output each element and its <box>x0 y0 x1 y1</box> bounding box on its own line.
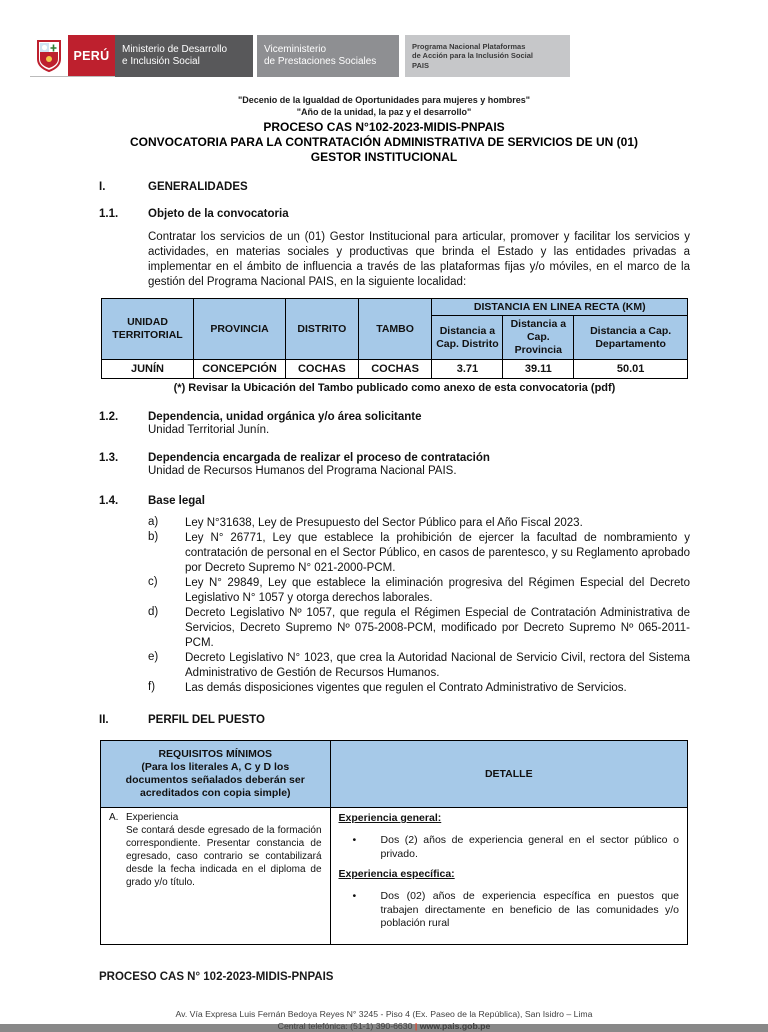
experiencia-general-bullet <box>353 834 679 861</box>
cell-dist-provincia: 39.11 <box>503 360 574 379</box>
experiencia-especifica-heading: Experiencia específica: <box>338 868 455 880</box>
cell-provincia: CONCEPCIÓN <box>194 360 286 379</box>
footer-address-line2 <box>0 1020 768 1032</box>
legal-item-e <box>148 651 690 681</box>
section-1-4-heading <box>99 495 690 507</box>
section-1-3-title: Dependencia encargada de realizar el proceso de contratación <box>148 452 490 464</box>
legal-item-f-text: Las demás disposiciones vigentes que regulen el Contrato Administrativo de Servicios. <box>185 682 627 694</box>
legal-item-d-letter: d) <box>148 606 159 618</box>
col-header-provincia: PROVINCIA <box>194 299 286 360</box>
requisito-a-body: Se contará desde egresado de la formación correspondiente. Presentar constancia de egresado, caso contrario se contabilizará desde la fecha indicada en el diploma de grado y/o título. <box>126 825 322 888</box>
experiencia-especifica-text: Dos (02) años de experiencia específica en puestos que trabajen directamente en beneficio de las comunidades y/o población rural <box>380 890 679 929</box>
program-line1: Programa Nacional Plataformas <box>412 41 526 51</box>
col-header-distrito: DISTRITO <box>286 299 359 360</box>
section-1-3-heading <box>99 452 690 464</box>
viceministry-line1: Viceministerio <box>264 44 327 55</box>
cell-tambo: COCHAS <box>358 360 432 379</box>
requisitos-header-line1: REQUISITOS MÍNIMOS <box>158 748 273 760</box>
process-title: PROCESO CAS N°102-2023-MIDIS-PNPAIS <box>263 120 505 134</box>
cell-unidad: JUNÍN <box>102 360 194 379</box>
location-table-data-row <box>102 360 688 379</box>
cell-dist-departamento: 50.01 <box>574 360 688 379</box>
section-2-heading <box>99 714 690 726</box>
section-1-title: GENERALIDADES <box>148 181 248 193</box>
section-1-4-title: Base legal <box>148 495 205 507</box>
ministry-line2: e Inclusión Social <box>122 56 200 67</box>
footer-address-line1: Av. Vía Expresa Luis Fernán Bedoya Reyes N° 3245 - Piso 4 (Ex. Paseo de la República), San Isidro – Lima <box>175 1008 593 1019</box>
col-header-distancia-span: DISTANCIA EN LINEA RECTA (KM) <box>432 299 688 316</box>
requisito-a-line <box>109 811 322 824</box>
call-title-line1: CONVOCATORIA PARA LA CONTRATACIÓN ADMINISTRATIVA DE SERVICIOS DE UN (01) <box>129 135 638 149</box>
requisitos-cell <box>101 808 331 945</box>
ministry-line1: Ministerio de Desarrollo <box>122 44 228 55</box>
cell-dist-distrito: 3.71 <box>432 360 503 379</box>
profile-table-data-row <box>101 808 688 945</box>
legal-item-d <box>148 606 690 651</box>
cell-distrito: COCHAS <box>286 360 359 379</box>
section-2-title: PERFIL DEL PUESTO <box>148 714 265 726</box>
footer-website-link[interactable]: www.pais.gob.pe <box>419 1020 491 1031</box>
bullet-icon <box>353 834 381 861</box>
legal-item-a-text: Ley N°31638, Ley de Presupuesto del Sector Público para el Año Fiscal 2023. <box>185 517 583 529</box>
section-1-1-title: Objeto de la convocatoria <box>148 208 289 220</box>
location-table <box>101 298 688 379</box>
location-table-header-row-1 <box>102 299 688 316</box>
section-1-4-number: 1.4. <box>99 495 119 507</box>
section-1-1-number: 1.1. <box>99 208 119 220</box>
legal-item-c-text: Ley N° 29849, Ley que establece la eliminación progresiva del Régimen Especial del Decreto Legislativo N° 1057 y otorga derechos laborales. <box>185 577 690 604</box>
legal-item-f <box>148 681 690 696</box>
col-header-unidad-territorial: UNIDAD TERRITORIAL <box>102 299 194 360</box>
footer-pipe-divider: | <box>414 1020 418 1031</box>
requisito-a-letter: A. <box>109 812 119 823</box>
legal-item-d-text: Decreto Legislativo Nº 1057, que regula el Régimen Especial de Contratación Administrativa de Servicios, Decreto Supremo Nº 075-2008-PCM, modificado por Decreto Supremo Nº 065-2011-PCM. <box>185 607 690 649</box>
section-1-1-body: Contratar los servicios de un (01) Gestor Institucional para articular, promover y facilitar los servicios y actividades, en materias sociales y productivas que brinda el Estado y las entidades privadas a implementar en el ámbito de influencia a través de las plataformas fijas y/o móviles, en el marco de la gestión del Programa Nacional PAIS, en la siguiente localidad: <box>148 231 690 288</box>
legal-item-b-text: Ley N° 26771, Ley que establece la prohibición de ejercer la facultad de nombramiento y contratación de personal en el Sector Público, en casos de parentesco, y su Reglamento aprobado por Decreto Supremo N° 021-2000-PCM. <box>185 532 690 574</box>
legal-item-a <box>148 516 690 531</box>
profile-table <box>100 740 688 945</box>
experiencia-especifica-bullet <box>353 890 679 931</box>
section-1-2-heading <box>99 411 690 423</box>
col-header-detalle: DETALLE <box>330 741 687 808</box>
profile-table-header-row <box>101 741 688 808</box>
experiencia-general-heading: Experiencia general: <box>338 812 442 824</box>
legal-item-c-letter: c) <box>148 576 158 588</box>
requisitos-header-line2: (Para los literales A, C y D los documentos señalados deberán ser acreditados con copia simple) <box>125 761 305 799</box>
legal-item-b-letter: b) <box>148 531 159 543</box>
legal-item-c <box>148 576 690 606</box>
section-1-2-body: Unidad Territorial Junín. <box>148 424 270 436</box>
call-title-line2: GESTOR INSTITUCIONAL <box>310 150 458 164</box>
footer-phone: Central telefónica: (51-1) 390-6630 <box>277 1020 415 1031</box>
peru-label-text: PERÚ <box>73 48 110 63</box>
col-header-tambo: TAMBO <box>358 299 432 360</box>
motto-line-2: "Año de la unidad, la paz y el desarrollo" <box>296 106 472 117</box>
section-1-heading <box>99 181 690 193</box>
location-table-note: (*) Revisar la Ubicación del Tambo publicado como anexo de esta convocatoria (pdf) <box>173 382 616 394</box>
program-line3: PAIS <box>412 60 429 70</box>
col-header-dist-departamento: Distancia a Cap. Departamento <box>574 316 688 360</box>
viceministry-line2: de Prestaciones Sociales <box>264 56 377 67</box>
motto-line-1: "Decenio de la Igualdad de Oportunidades para mujeres y hombres" <box>237 95 531 105</box>
section-1-1-heading <box>99 208 690 220</box>
col-header-dist-distrito: Distancia a Cap. Distrito <box>432 316 503 360</box>
section-1-number: I. <box>99 181 106 193</box>
section-1-3-body: Unidad de Recursos Humanos del Programa Nacional PAIS. <box>148 465 457 477</box>
col-header-requisitos <box>101 741 331 808</box>
section-2-number: II. <box>99 714 109 726</box>
section-1-3-number: 1.3. <box>99 452 119 464</box>
program-line2: de Acción para la Inclusión Social <box>412 51 534 61</box>
section-1-2-number: 1.2. <box>99 411 119 423</box>
footer-address <box>0 1008 768 1032</box>
col-header-dist-provincia: Distancia a Cap. Provincia <box>503 316 574 360</box>
section-1-2-title: Dependencia, unidad orgánica y/o área solicitante <box>148 411 422 423</box>
bullet-icon <box>353 890 381 931</box>
legal-item-a-letter: a) <box>148 516 159 528</box>
experiencia-general-text: Dos (2) años de experiencia general en el sector público o privado. <box>380 834 679 860</box>
legal-item-b <box>148 531 690 576</box>
legal-item-e-letter: e) <box>148 651 159 663</box>
legal-item-f-letter: f) <box>148 681 156 693</box>
footer-process-label: PROCESO CAS N° 102-2023-MIDIS-PNPAIS <box>99 970 334 983</box>
detalle-cell <box>330 808 687 945</box>
requisito-a-title: Experiencia <box>126 812 179 823</box>
legal-item-e-text: Decreto Legislativo N° 1023, que crea la Autoridad Nacional de Servicio Civil, rectora del Sistema Administrativo de Gestión de Recursos Humanos. <box>185 652 690 679</box>
